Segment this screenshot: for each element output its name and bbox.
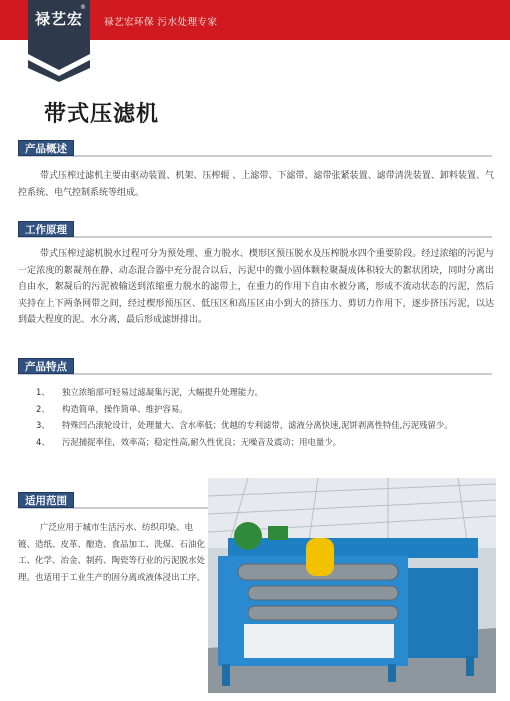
section-heading-principle: 工作原理 — [18, 221, 74, 237]
registered-mark: ® — [80, 4, 86, 11]
application-text: 广泛应用于城市生活污水、纺织印染、电镀、造纸、皮革、酿造、食品加工、洗煤、石油化工、化学、冶金、制药、陶瓷等行业的污泥脱水处理。也适用于工业生产的固分离或液体浸出工序。 — [18, 523, 206, 583]
section-divider — [18, 155, 492, 157]
list-text: 污泥捕捉率佳，效率高；稳定性高,耐久性优良；无噪音及震动；用电量少。 — [62, 436, 342, 447]
section-heading-application: 适用范围 — [18, 492, 74, 508]
logo-text: 禄艺宏 — [34, 10, 83, 28]
list-item — [36, 434, 453, 451]
list-text: 构造简单，操作简单、维护容易。 — [62, 403, 188, 414]
list-number: 2、 — [36, 403, 50, 414]
list-item — [36, 384, 453, 401]
section-divider — [18, 236, 492, 238]
overview-text: 带式压榨过滤机主要由驱动装置、机架、压榨辊 、上滤带、下滤带、滤带张紧装置、滤带清洗装置、卸料装置、气控系统、电气控制系统等组成。 — [18, 171, 494, 198]
list-number: 1、 — [36, 387, 50, 397]
list-number: 4、 — [36, 436, 50, 447]
belt-filter-press-photo — [208, 478, 496, 693]
principle-text: 带式压榨过滤机脱水过程可分为预处理、重力脱水、楔形区预压脱水及压榨脱水四个重要阶段。经过浓缩的污泥与一定浓度的絮凝剂在静、动态混合器中充分混合以后，污泥中的微小固体颗粒聚凝成体积较大的絮状团块，同时分离出自由水，絮凝后的污泥被输送到浓缩重力脱水的滤带上，在重力的作用下自由水被分离，形成不流动状态的污泥，然后夹持在上下两条网带之间，经过楔形预压区、低压区和高压区由小到大的挤压力、剪切力作用下，逐步挤压污泥，以达到最大程度的泥、水分离，最后形成滤饼排出。 — [18, 249, 494, 325]
list-item — [36, 401, 453, 418]
list-item — [36, 417, 453, 434]
header-slogan: 禄艺宏环保 污水处理专家 — [104, 17, 218, 28]
list-text: 特殊凹凸滚轮设计，处理量大、含水率低；优越的专利滤带，滤液分离快速,泥饼剥离性特佳,污泥残留少。 — [62, 420, 453, 430]
section-divider — [18, 373, 492, 375]
brand-logo — [28, 0, 90, 40]
page-title: 带式压滤机 — [44, 102, 160, 127]
list-number: 3、 — [36, 420, 50, 430]
logo-chevron-icon — [28, 40, 90, 82]
section-heading-overview: 产品概述 — [18, 140, 74, 156]
list-text: 独立浓缩部可轻易过滤凝集污泥，大幅提升处理能力。 — [62, 387, 263, 397]
section-heading-features: 产品特点 — [18, 358, 74, 374]
feature-list — [36, 384, 453, 450]
